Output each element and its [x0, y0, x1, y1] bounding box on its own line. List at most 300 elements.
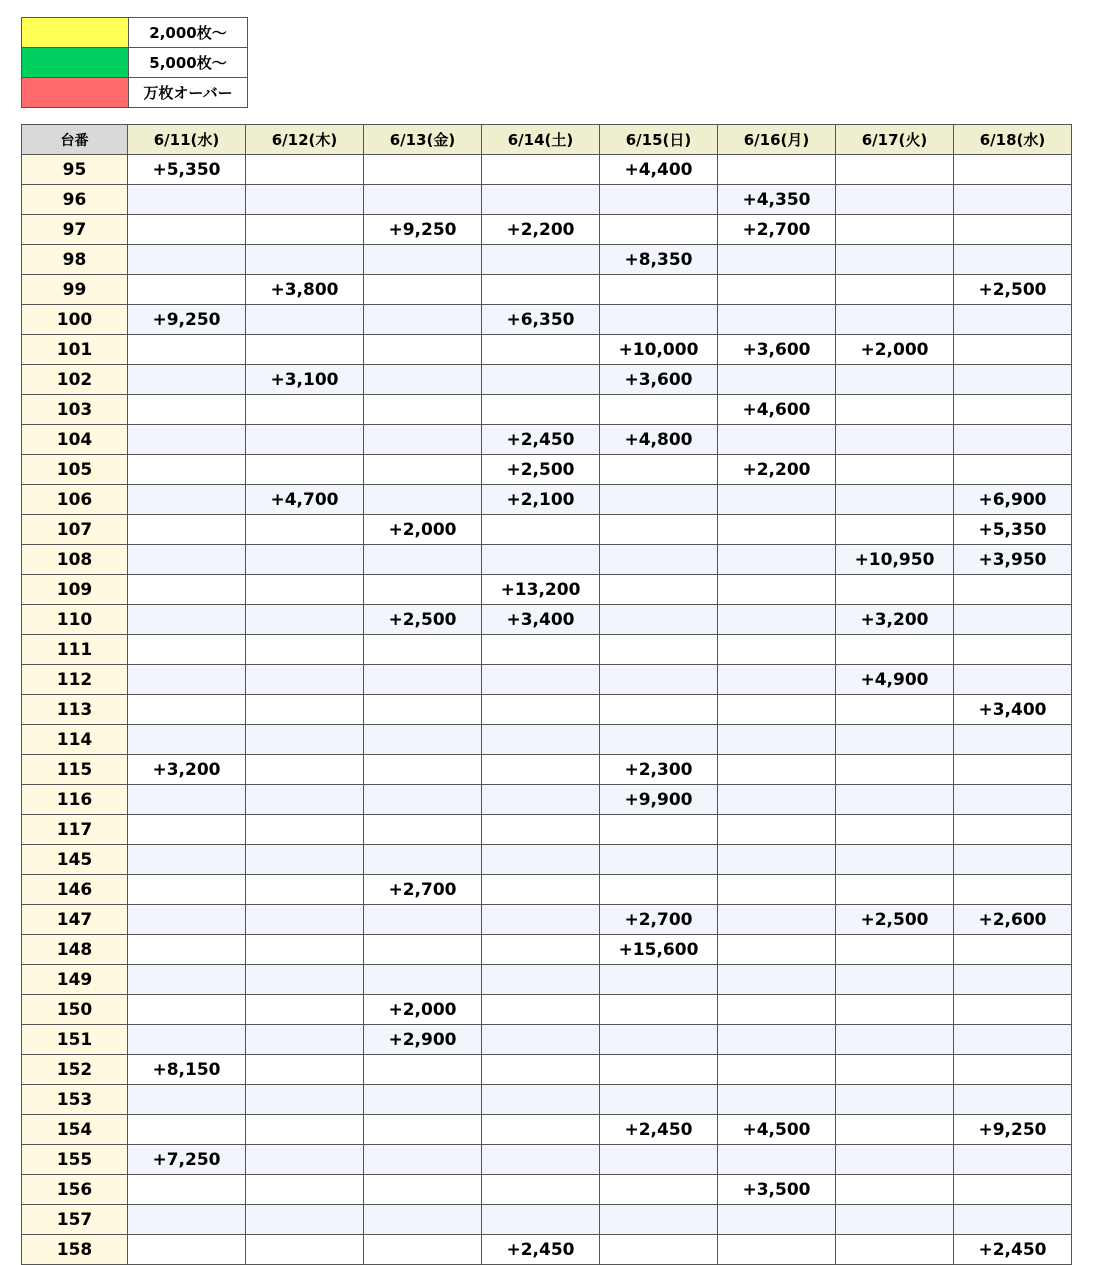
result-cell — [482, 1085, 600, 1115]
result-cell — [836, 695, 954, 725]
result-cell — [836, 1115, 954, 1145]
result-cell — [718, 545, 836, 575]
result-cell — [718, 665, 836, 695]
result-cell — [482, 545, 600, 575]
table-row — [22, 1085, 1072, 1115]
legend-label: 万枚オーバー — [129, 78, 248, 108]
result-cell — [128, 1235, 246, 1265]
result-cell — [482, 725, 600, 755]
result-cell — [364, 365, 482, 395]
result-cell — [600, 1205, 718, 1235]
machine-number-cell: 100 — [22, 305, 128, 335]
result-cell — [128, 365, 246, 395]
table-row — [22, 335, 1072, 365]
result-cell — [718, 1025, 836, 1055]
result-cell — [482, 875, 600, 905]
result-cell — [246, 305, 364, 335]
result-cell — [246, 695, 364, 725]
result-cell — [836, 875, 954, 905]
result-cell — [600, 215, 718, 245]
result-cell — [128, 1175, 246, 1205]
result-cell: +4,800 — [600, 425, 718, 455]
result-cell — [364, 1055, 482, 1085]
result-cell — [600, 875, 718, 905]
legend-label: 2,000枚〜 — [129, 18, 248, 48]
result-cell — [836, 815, 954, 845]
table-row — [22, 485, 1072, 515]
machine-number-cell: 145 — [22, 845, 128, 875]
result-cell — [246, 935, 364, 965]
result-cell: +2,450 — [954, 1235, 1072, 1265]
result-cell — [128, 1205, 246, 1235]
result-cell — [364, 1145, 482, 1175]
machine-number-cell: 106 — [22, 485, 128, 515]
result-cell — [482, 755, 600, 785]
result-cell — [364, 305, 482, 335]
machine-number-cell: 154 — [22, 1115, 128, 1145]
result-cell: +7,250 — [128, 1145, 246, 1175]
result-cell — [246, 335, 364, 365]
machine-number-cell: 111 — [22, 635, 128, 665]
table-row — [22, 245, 1072, 275]
legend-row-2000 — [22, 18, 248, 48]
result-cell — [482, 995, 600, 1025]
machine-number-cell: 98 — [22, 245, 128, 275]
result-cell — [128, 485, 246, 515]
result-cell — [246, 245, 364, 275]
result-cell — [482, 155, 600, 185]
result-cell — [836, 1025, 954, 1055]
result-cell — [128, 185, 246, 215]
machine-number-cell: 107 — [22, 515, 128, 545]
result-cell: +4,500 — [718, 1115, 836, 1145]
machine-number-cell: 96 — [22, 185, 128, 215]
result-cell — [718, 575, 836, 605]
result-cell — [364, 815, 482, 845]
table-row — [22, 635, 1072, 665]
result-cell — [836, 725, 954, 755]
result-cell — [718, 785, 836, 815]
result-cell: +2,000 — [364, 515, 482, 545]
machine-number-cell: 104 — [22, 425, 128, 455]
result-cell — [954, 995, 1072, 1025]
table-row — [22, 875, 1072, 905]
result-cell — [364, 1235, 482, 1265]
result-cell — [954, 1085, 1072, 1115]
result-cell — [246, 1055, 364, 1085]
result-cell — [718, 365, 836, 395]
result-cell — [246, 1145, 364, 1175]
result-cell — [128, 575, 246, 605]
result-cell — [718, 935, 836, 965]
result-cell: +2,700 — [718, 215, 836, 245]
result-cell — [364, 395, 482, 425]
machine-number-cell: 113 — [22, 695, 128, 725]
machine-number-cell: 99 — [22, 275, 128, 305]
result-cell — [954, 365, 1072, 395]
result-cell — [836, 575, 954, 605]
result-cell: +3,500 — [718, 1175, 836, 1205]
result-cell — [836, 1145, 954, 1175]
result-cell: +9,900 — [600, 785, 718, 815]
result-cell — [246, 215, 364, 245]
result-cell — [482, 395, 600, 425]
result-cell — [128, 1085, 246, 1115]
date-header: 6/17(火) — [836, 125, 954, 155]
result-cell — [128, 425, 246, 455]
result-cell — [482, 905, 600, 935]
result-cell: +9,250 — [954, 1115, 1072, 1145]
result-cell: +2,700 — [364, 875, 482, 905]
date-header: 6/18(水) — [954, 125, 1072, 155]
legend-label: 5,000枚〜 — [129, 48, 248, 78]
table-row — [22, 965, 1072, 995]
machine-number-cell: 103 — [22, 395, 128, 425]
table-row — [22, 365, 1072, 395]
result-cell: +2,450 — [482, 425, 600, 455]
machine-number-cell: 151 — [22, 1025, 128, 1055]
result-cell — [128, 395, 246, 425]
result-cell: +3,400 — [954, 695, 1072, 725]
table-row — [22, 455, 1072, 485]
result-cell — [718, 605, 836, 635]
result-cell — [718, 875, 836, 905]
result-cell — [128, 815, 246, 845]
result-cell: +3,100 — [246, 365, 364, 395]
result-cell — [836, 155, 954, 185]
result-cell — [364, 785, 482, 815]
result-cell: +2,500 — [482, 455, 600, 485]
result-cell — [128, 605, 246, 635]
result-cell — [836, 845, 954, 875]
table-row — [22, 785, 1072, 815]
result-cell — [364, 545, 482, 575]
result-cell: +3,200 — [836, 605, 954, 635]
machine-number-cell: 116 — [22, 785, 128, 815]
result-cell — [836, 995, 954, 1025]
result-cell: +2,500 — [954, 275, 1072, 305]
result-cell — [482, 785, 600, 815]
result-cell — [954, 605, 1072, 635]
result-cell: +2,200 — [482, 215, 600, 245]
result-cell: +2,100 — [482, 485, 600, 515]
result-cell — [600, 695, 718, 725]
result-cell — [954, 1175, 1072, 1205]
result-cell — [836, 365, 954, 395]
result-cell — [246, 875, 364, 905]
machine-number-cell: 153 — [22, 1085, 128, 1115]
result-cell — [364, 965, 482, 995]
result-cell — [718, 725, 836, 755]
result-cell: +2,200 — [718, 455, 836, 485]
result-cell — [836, 1055, 954, 1085]
result-cell — [718, 695, 836, 725]
result-cell — [600, 455, 718, 485]
result-cell — [600, 815, 718, 845]
result-cell — [128, 1025, 246, 1055]
result-cell — [246, 1025, 364, 1055]
result-cell — [246, 455, 364, 485]
result-cell — [600, 1055, 718, 1085]
result-cell: +4,400 — [600, 155, 718, 185]
machine-number-cell: 150 — [22, 995, 128, 1025]
result-cell — [128, 335, 246, 365]
result-cell — [128, 545, 246, 575]
result-cell — [246, 995, 364, 1025]
table-row — [22, 275, 1072, 305]
result-cell — [364, 1175, 482, 1205]
date-header: 6/13(金) — [364, 125, 482, 155]
result-cell — [600, 545, 718, 575]
result-cell: +8,150 — [128, 1055, 246, 1085]
table-row — [22, 1235, 1072, 1265]
result-cell — [718, 965, 836, 995]
result-cell: +6,900 — [954, 485, 1072, 515]
result-cell: +10,950 — [836, 545, 954, 575]
result-cell — [128, 995, 246, 1025]
result-cell — [364, 275, 482, 305]
result-cell — [364, 905, 482, 935]
result-cell — [246, 905, 364, 935]
header-row — [22, 125, 1072, 155]
result-cell — [128, 665, 246, 695]
result-cell — [482, 965, 600, 995]
result-cell — [246, 1085, 364, 1115]
table-row — [22, 185, 1072, 215]
machine-number-cell: 152 — [22, 1055, 128, 1085]
machine-number-cell: 108 — [22, 545, 128, 575]
result-cell — [364, 665, 482, 695]
machine-number-cell: 114 — [22, 725, 128, 755]
result-cell — [246, 1175, 364, 1205]
result-cell — [718, 1055, 836, 1085]
table-row — [22, 1205, 1072, 1235]
result-cell — [364, 1115, 482, 1145]
result-cell — [246, 965, 364, 995]
result-cell — [600, 185, 718, 215]
result-cell: +2,600 — [954, 905, 1072, 935]
result-cell — [954, 1055, 1072, 1085]
machine-number-cell: 157 — [22, 1205, 128, 1235]
result-cell: +3,400 — [482, 605, 600, 635]
result-cell: +3,800 — [246, 275, 364, 305]
result-cell — [128, 935, 246, 965]
result-cell — [836, 1205, 954, 1235]
result-cell — [836, 965, 954, 995]
result-cell — [128, 695, 246, 725]
machine-number-cell: 109 — [22, 575, 128, 605]
result-cell — [718, 515, 836, 545]
results-table — [21, 124, 1072, 1265]
result-cell — [482, 335, 600, 365]
result-cell — [836, 485, 954, 515]
result-cell — [954, 185, 1072, 215]
result-cell — [954, 875, 1072, 905]
date-header: 6/16(月) — [718, 125, 836, 155]
result-cell — [482, 275, 600, 305]
machine-number-cell: 115 — [22, 755, 128, 785]
result-cell — [836, 395, 954, 425]
result-cell: +4,600 — [718, 395, 836, 425]
table-row — [22, 605, 1072, 635]
result-cell — [128, 845, 246, 875]
date-header: 6/11(水) — [128, 125, 246, 155]
legend-row-10000 — [22, 78, 248, 108]
result-cell — [836, 455, 954, 485]
machine-number-cell: 112 — [22, 665, 128, 695]
result-cell — [954, 335, 1072, 365]
result-cell — [128, 725, 246, 755]
result-cell — [482, 935, 600, 965]
result-cell — [482, 635, 600, 665]
table-row — [22, 575, 1072, 605]
result-cell — [482, 515, 600, 545]
table-row — [22, 305, 1072, 335]
machine-number-cell: 148 — [22, 935, 128, 965]
result-cell — [364, 1085, 482, 1115]
result-cell — [128, 785, 246, 815]
result-cell: +9,250 — [364, 215, 482, 245]
result-cell — [482, 365, 600, 395]
result-cell — [954, 245, 1072, 275]
result-cell — [718, 1145, 836, 1175]
result-cell — [246, 1115, 364, 1145]
result-cell — [246, 515, 364, 545]
result-cell — [246, 845, 364, 875]
result-cell — [364, 635, 482, 665]
result-cell: +4,900 — [836, 665, 954, 695]
result-cell — [836, 935, 954, 965]
table-row — [22, 755, 1072, 785]
table-row — [22, 695, 1072, 725]
result-cell — [954, 665, 1072, 695]
result-cell: +3,950 — [954, 545, 1072, 575]
result-cell — [600, 635, 718, 665]
table-row — [22, 515, 1072, 545]
result-cell — [246, 395, 364, 425]
result-cell — [954, 785, 1072, 815]
result-cell: +5,350 — [128, 155, 246, 185]
result-cell — [836, 245, 954, 275]
result-cell: +2,450 — [482, 1235, 600, 1265]
result-cell: +2,700 — [600, 905, 718, 935]
result-cell — [482, 1025, 600, 1055]
result-cell — [600, 485, 718, 515]
result-cell — [246, 185, 364, 215]
result-cell — [718, 245, 836, 275]
result-cell — [128, 905, 246, 935]
result-cell — [128, 965, 246, 995]
date-header: 6/15(日) — [600, 125, 718, 155]
result-cell — [364, 485, 482, 515]
machine-number-cell: 147 — [22, 905, 128, 935]
machine-number-cell: 105 — [22, 455, 128, 485]
result-cell — [954, 155, 1072, 185]
table-row — [22, 995, 1072, 1025]
result-cell — [128, 1115, 246, 1145]
result-cell: +2,300 — [600, 755, 718, 785]
result-cell — [482, 1055, 600, 1085]
result-cell — [954, 815, 1072, 845]
result-cell — [246, 545, 364, 575]
result-cell — [836, 1175, 954, 1205]
result-cell — [836, 215, 954, 245]
result-cell — [246, 755, 364, 785]
result-cell — [600, 1145, 718, 1175]
result-cell — [246, 155, 364, 185]
result-cell — [482, 1145, 600, 1175]
result-cell: +3,600 — [600, 365, 718, 395]
result-cell — [718, 1235, 836, 1265]
result-cell: +3,600 — [718, 335, 836, 365]
result-cell: +10,000 — [600, 335, 718, 365]
result-cell — [836, 635, 954, 665]
result-cell: +2,500 — [364, 605, 482, 635]
result-cell: +2,450 — [600, 1115, 718, 1145]
table-row — [22, 935, 1072, 965]
result-cell — [246, 785, 364, 815]
date-header: 6/14(土) — [482, 125, 600, 155]
result-cell — [836, 185, 954, 215]
result-cell — [836, 425, 954, 455]
machine-number-cell: 117 — [22, 815, 128, 845]
result-cell — [600, 275, 718, 305]
table-row — [22, 845, 1072, 875]
result-cell — [600, 605, 718, 635]
result-cell: +2,500 — [836, 905, 954, 935]
result-cell — [718, 815, 836, 845]
result-cell — [364, 425, 482, 455]
result-cell — [954, 575, 1072, 605]
result-cell — [954, 965, 1072, 995]
result-cell: +4,700 — [246, 485, 364, 515]
result-cell — [600, 395, 718, 425]
result-cell — [954, 725, 1072, 755]
result-cell — [718, 1205, 836, 1235]
result-cell — [600, 305, 718, 335]
result-cell — [246, 1205, 364, 1235]
result-cell — [600, 965, 718, 995]
result-cell — [718, 905, 836, 935]
table-row — [22, 725, 1072, 755]
machine-number-cell: 101 — [22, 335, 128, 365]
result-cell — [364, 755, 482, 785]
result-cell — [718, 755, 836, 785]
result-cell — [246, 815, 364, 845]
result-cell — [718, 995, 836, 1025]
result-cell — [718, 275, 836, 305]
result-cell — [128, 215, 246, 245]
result-cell — [246, 575, 364, 605]
result-cell — [600, 575, 718, 605]
table-row — [22, 215, 1072, 245]
result-cell — [954, 455, 1072, 485]
table-row — [22, 665, 1072, 695]
machine-number-cell: 155 — [22, 1145, 128, 1175]
result-cell: +8,350 — [600, 245, 718, 275]
table-row — [22, 425, 1072, 455]
table-row — [22, 1145, 1072, 1175]
legend-row-5000 — [22, 48, 248, 78]
result-cell — [718, 1085, 836, 1115]
result-cell — [128, 515, 246, 545]
legend-swatch-red — [22, 78, 129, 108]
result-cell — [718, 425, 836, 455]
result-cell — [246, 635, 364, 665]
result-cell — [836, 275, 954, 305]
result-cell — [246, 1235, 364, 1265]
result-cell — [482, 245, 600, 275]
